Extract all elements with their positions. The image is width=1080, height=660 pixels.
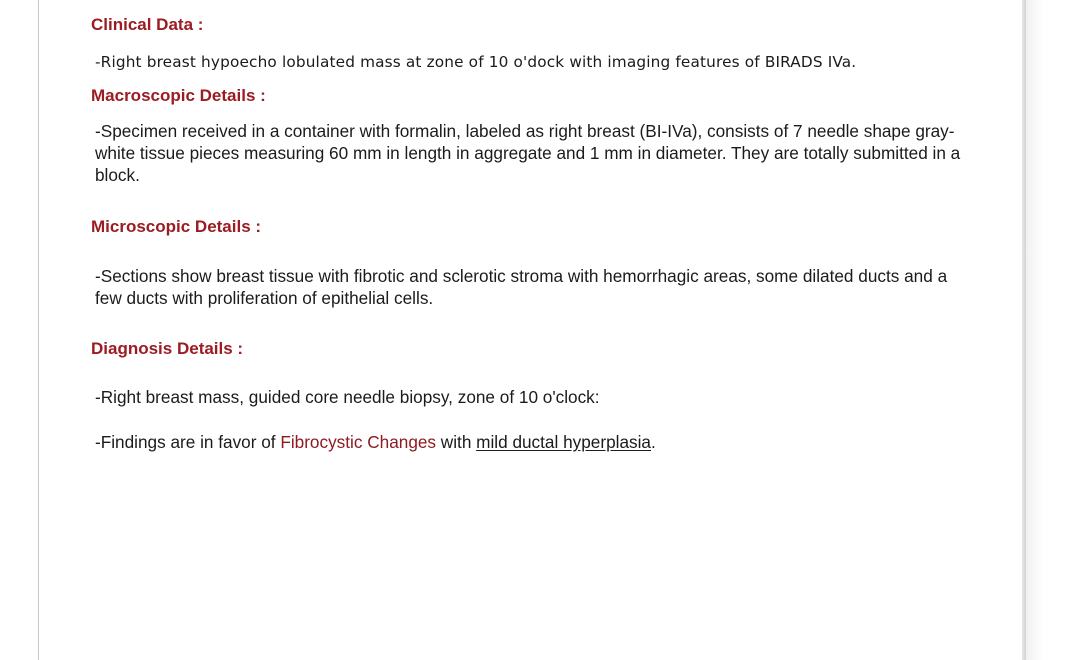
diagnosis-line-2 <box>95 431 975 453</box>
macroscopic-details-heading: Macroscopic Details : <box>91 86 266 105</box>
page-left-border <box>38 0 39 660</box>
ductal-hyperplasia-underlined: mild ductal hyperplasia <box>476 432 651 452</box>
microscopic-details-heading: Microscopic Details : <box>91 217 262 236</box>
diagnosis-details-heading: Diagnosis Details : <box>91 339 244 358</box>
microscopic-details-text: -Sections show breast tissue with fibrotic and sclerotic stroma with hemorrhagic areas, some dilated ducts and a few ducts with proliferation of epithelial cells. <box>95 266 948 308</box>
diagnosis-line-2-middle: with <box>436 432 477 452</box>
diagnosis-line-2-suffix: . <box>651 432 656 452</box>
diagnosis-line-1: -Right breast mass, guided core needle biopsy, zone of 10 o'clock: <box>95 387 600 407</box>
clinical-data-heading: Clinical Data : <box>91 15 204 34</box>
fibrocystic-changes-highlight: Fibrocystic Changes <box>280 432 437 452</box>
diagnosis-line-2-prefix: -Findings are in favor of <box>95 432 281 452</box>
page-shadow <box>1026 0 1080 660</box>
macroscopic-details-text: -Specimen received in a container with formalin, labeled as right breast (BI-IVa), consists of 7 needle shape gray-white tissue pieces measuring 60 mm in length in aggregate and 1 mm in diameter. They are totally submitted in a block. <box>95 121 961 185</box>
clinical-data-text: -Right breast hypoecho lobulated mass at zone of 10 o'dock with imaging features of BIRADS IVa. <box>95 53 857 71</box>
